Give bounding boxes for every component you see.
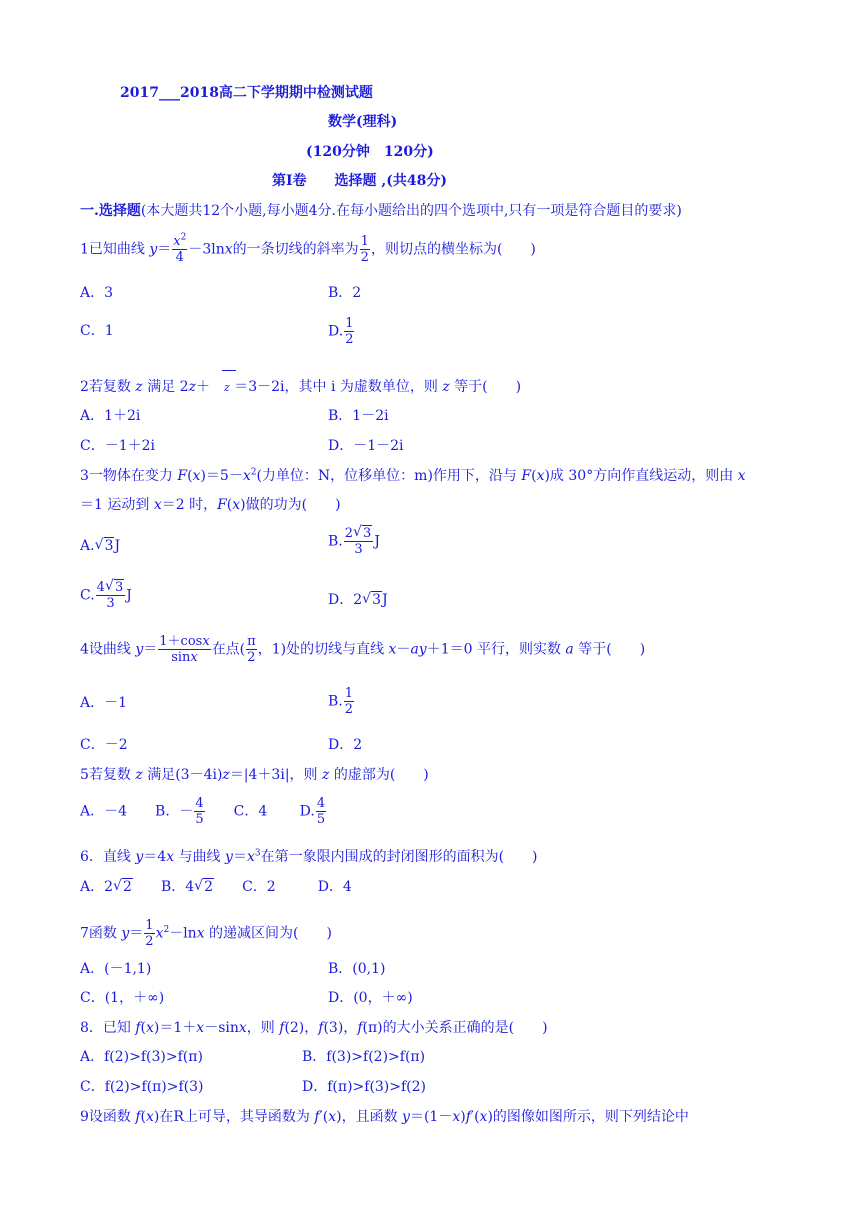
question-7-option-a: A．(－1,1): [80, 961, 152, 977]
question-1-option-c: C．1: [80, 323, 114, 339]
question-5-stem: 5若复数 z 满足(3－4i)z＝|4＋3i|，则 z 的虚部为( ): [80, 767, 429, 783]
question-8-option-d: D．f(π)>f(3)>f(2): [302, 1079, 427, 1095]
question-6-option-c: C．2: [242, 879, 276, 895]
question-8-option-c: C．f(2)>f(π)>f(3): [80, 1079, 204, 1095]
question-2-option-c: C．－1＋2i: [80, 438, 156, 454]
question-7-stem: 7函数 y＝ $\frac{1}{2}$ $x^2-\ln x$ 的递减区间为( ): [80, 918, 332, 949]
question-1-option-a: A．3: [80, 285, 114, 301]
question-3-option-b: B. $\frac{2√ 3}{3}$ J: [328, 526, 380, 557]
question-4-stem: 4设曲线 y＝ $\frac{1+\cos x}{\sin x}$ 在点( $\frac{\pi}{2}$ ，1)处的切线与直线 x－ay＋1＝0 平行，则实数 a 等于( ): [80, 634, 646, 665]
question-6-stem: 6．直线 y＝4x 与曲线 $y=x^3$在第一象限内围成的封闭图形的面积为( ): [80, 848, 538, 865]
question-6-option-d: D．4: [317, 879, 352, 895]
question-5-options: A．－4 B．－ $\frac{4}{5}$ C．4 D. $\frac{4}{5}$: [80, 796, 326, 827]
exam-title: 2017___2018高二下学期期中检测试题: [120, 85, 373, 101]
question-8-option-a: A．f(2)>f(3)>f(π): [80, 1049, 203, 1065]
question-5-option-c: C．4: [233, 803, 268, 820]
question-7-option-b: B．(0,1): [328, 961, 386, 977]
question-1-option-d: D. $\frac{1}{2}$: [328, 316, 354, 347]
question-7-option-c: C．(1，＋∞): [80, 990, 165, 1006]
question-6-options: A．2√ 2 B．4√ 2 C．2 D．4: [80, 878, 352, 896]
question-5-option-a: A．－4: [80, 803, 128, 820]
section-title: 一.选择题: [80, 203, 141, 219]
question-3-option-a: A.√ 3J: [80, 537, 120, 555]
question-3-option-d: D．2√ 3J: [328, 591, 388, 609]
question-8-stem: 8．已知 f(x)＝1＋x－sinx，则 f(2)，f(3)，f(π)的大小关系正确的是( ): [80, 1020, 548, 1036]
section-heading: [80, 202, 682, 220]
section-instruction: (本大题共12个小题,每小题4分.在每小题给出的四个选项中,只有一项是符合题目的要求): [140, 203, 682, 219]
question-7-option-d: D．(0，＋∞): [328, 990, 413, 1006]
question-4-option-a: A．－1: [80, 695, 128, 711]
conjugate-bar: [222, 370, 236, 371]
question-3-option-c: C. $\frac{4√ 3}{3}$ J: [80, 580, 132, 611]
question-9-stem: 9设函数 f(x)在R上可导，其导函数为 f′(x)，且函数 y＝(1－x)f′(x)的图像如图所示，则下列结论中: [80, 1109, 689, 1125]
question-3-stem-line2: ＝1 运动到 x＝2 时，F(x)做的功为( ): [80, 497, 341, 513]
time-score: (120分钟 120分): [306, 144, 434, 160]
question-2-stem: 2若复数 z 满足 2z＋ z ＝3－2i，其中 i 为虚数单位，则 z 等于( ): [80, 379, 522, 395]
question-4-option-d: D．2: [328, 737, 363, 753]
question-3-stem-line1: 3一物体在变力 $F(x)=5-x^2$(力单位：N，位移单位：m)作用下，沿与 F(x)成 30°方向作直线运动，则由 x: [80, 467, 746, 484]
question-2-option-d: D．－1－2i: [328, 438, 404, 454]
subject-title: 数学(理科): [328, 114, 398, 130]
question-8-option-b: B．f(3)>f(2)>f(π): [302, 1049, 426, 1065]
question-2-option-a: A．1＋2i: [80, 408, 141, 424]
question-1-stem: 1已知曲线 y＝ $\frac{x^2}{4}$ －3lnx的一条切线的斜率为 $\frac{1}{2}$ ，则切点的横坐标为( ): [80, 232, 536, 265]
question-1-option-b: B．2: [328, 285, 362, 301]
question-2-option-b: B．1－2i: [328, 408, 389, 424]
part-title: 第Ⅰ卷 选择题 ,(共48分): [272, 173, 448, 189]
question-4-option-c: C．－2: [80, 737, 128, 753]
question-4-option-b: B. $\frac{1}{2}$: [328, 686, 354, 717]
